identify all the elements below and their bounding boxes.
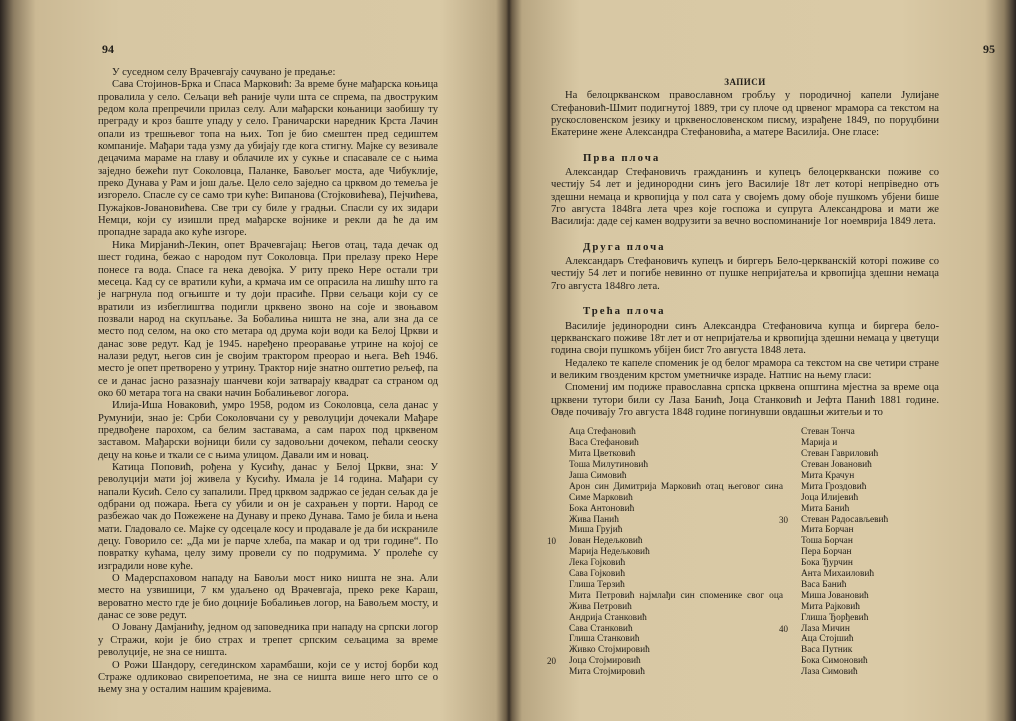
person-name: Глиша Ђорђевић bbox=[801, 612, 869, 623]
person-name: Миша Грујић bbox=[569, 525, 623, 536]
person-name: Бока Антоновић bbox=[569, 503, 635, 514]
plate-title: Друга плоча bbox=[583, 240, 666, 253]
list-item bbox=[551, 471, 783, 482]
paragraph: Александаръ Стефановичъ купецъ и биргеръ Бело-церкванскiй которi поживе со честију 54 лет и погибе невинно от пушке непријатеља и крвопиjца здешни немаца 7го августа 1848го лета. bbox=[551, 256, 939, 292]
paragraph: Ника Мирјанић-Лекин, опет Врачевгајац: Његов отац, тада дечак од шест година, бежао с народом пут Соколовца. При прелазу преко Нере понесе га вода. Спасе га нека девојка. У риту преко Нере остали три месеца. Кад су се вратили кући, а крмача им се опрасила на лишћу што га је нагрнула под огњиште и ту доји прасиће. Први сељаци који су се вратили из избеглиштва подигли црквено звоно на соје и звоњавом позвали народ на скупљање. За Бобалиња ништа не зна, али зна да се место под селом, на око сто метара од друма који води ка Белој Цркви и данас зове редут. Кад је 1945. наређено преоравање утрине на којој се налази редут, његов син је својим трактором преорао и њега. Већ 1946. место је опет претворено у утрину. Трактор није знатно оштетио рељеф, па се и данас јасно разазнају шанчеви који затварају квадрат са страном од око 60 метара тога на сваки начин Бобалињевог логора. bbox=[98, 239, 438, 399]
person-name: Лека Гојковић bbox=[569, 558, 626, 569]
list-item bbox=[783, 460, 933, 471]
list-item bbox=[547, 656, 783, 667]
person-name: Јоца Илијевић bbox=[801, 492, 859, 503]
left-page-text bbox=[98, 67, 438, 697]
list-item bbox=[783, 482, 933, 493]
names-list bbox=[547, 427, 939, 678]
person-name: Лаза Мичин bbox=[801, 623, 850, 634]
names-column-left bbox=[547, 427, 783, 678]
paragraph: Катица Поповић, рођена у Кусићу, данас у Белој Цркви, зна: У револуцији мати јој живела у Кусићу. Имала је 14 година. Мађари су напали Кусић. Село су запалили. Пред црквом задржао се један сељак да је одбрани од пожара. Њега су убили и он је сахрањен у порти. Народ се разбежао чак до Пожежене на Дунаву и преко Дунава. Тамо је била и њена мати. Гладовало се. Мајке су одсецале косу и продавале је да би искраниле децу. Говорило се: „Да ми је парче хлеба, па макар и од три године“. По повратку кућама, целу зиму провели су по подрумима. У пролеће су изградили нове куће. bbox=[98, 462, 438, 572]
person-name: Мита Борчан bbox=[801, 525, 854, 536]
page-number-right: 95 bbox=[983, 42, 995, 56]
list-item bbox=[783, 602, 933, 613]
person-name: Мита Стојмировић bbox=[569, 667, 645, 678]
list-item bbox=[551, 438, 783, 449]
list-number: 40 bbox=[779, 623, 788, 634]
person-name: Марија Недељковић bbox=[569, 547, 650, 558]
list-item bbox=[783, 591, 933, 602]
paragraph: О Рожи Шандору, сегединском харамбаши, који се у истој борби код Страже одликовао свирепоетима, не зна се ништа више него што се о њему зна у осталим нашим крајевима. bbox=[98, 659, 438, 696]
list-item bbox=[551, 580, 783, 591]
list-item bbox=[783, 667, 933, 678]
person-name: Лаза Симовић bbox=[801, 667, 858, 678]
person-name: Стеван Гавриловић bbox=[801, 449, 879, 460]
list-item bbox=[551, 569, 783, 580]
list-item bbox=[783, 547, 933, 558]
person-name: Сава Гојковић bbox=[569, 569, 626, 580]
person-name: Јован Недељковић bbox=[569, 536, 643, 547]
list-item bbox=[783, 525, 933, 536]
list-item bbox=[551, 449, 783, 460]
person-name: Мита Рајковић bbox=[801, 601, 860, 612]
person-name: Васа Путник bbox=[801, 645, 853, 656]
list-item bbox=[783, 580, 933, 591]
list-item bbox=[783, 613, 933, 624]
list-item bbox=[779, 623, 933, 635]
paragraph: На белоцркванском православном гробљу у породичној капели Јулијане Стефановић-Шмит подигнутој 1889, три су плоче од црвеног мрамора са текстом на рускословенском језику и црквенословенском писму, израђене 1849, по поруџбини Екатерине жене Александра Стефановића, а матере Василија. Оне гласе: bbox=[551, 90, 939, 139]
list-number: 20 bbox=[547, 656, 556, 667]
person-name: Мита Петровић најмлађи син споменике свог оца Жива Петровић bbox=[569, 590, 783, 612]
paragraph: Илија-Иша Новаковић, умро 1958, родом из Соколовца, села данас у Румунији, знао је: Срби Соколовчани су у револуцији дочекали Мађаре предвођене парохом, са белим заставама, а сам парох под црквеном заставом. Мађарски војници били су задовољни дочеком, пећали сеоску децу на коње и ткали се с њима улицом. Давали им и новац. bbox=[98, 400, 438, 461]
list-item bbox=[551, 667, 783, 678]
list-item bbox=[783, 504, 933, 515]
paragraph: О Мадерспаховом нападу на Бавољи мост нико ништа не зна. Али место на узвишици, 7 км удаљено од Врачевгаја, преко реке Караш, вероватно место где је био доцније Бобалињев логор, на Бавољем мосту, и данас се зове редут. bbox=[98, 573, 438, 622]
list-item bbox=[551, 558, 783, 569]
list-item bbox=[783, 569, 933, 580]
paragraph: Александар Стефановичъ гражданинъ и купецъ белоцерквански поживе со честију 54 лет и јединородни синъ јего Василије 18т лет которi непрiведно отъ здешни немаца и крвопиjца у пол сата у своjемъ дому обоје пушкомъ убjени бише 7го августа 1848га лета чрез које госпожа и супруга Александрова и мати же Василија: даде сеj камен водрузити за вечно воспоминаније 1ог ноемврија 1849 лета. bbox=[551, 167, 939, 228]
person-name: Мита Гроздовић bbox=[801, 481, 867, 492]
list-item bbox=[783, 645, 933, 656]
person-name: Мита Крачун bbox=[801, 470, 855, 481]
person-name: Стеван Јовановић bbox=[801, 459, 872, 470]
person-name: Анта Михаиловић bbox=[801, 569, 875, 580]
list-item bbox=[783, 493, 933, 504]
list-item bbox=[551, 624, 783, 635]
person-name: Васа Банић bbox=[801, 579, 847, 590]
person-name: Глиша Терзић bbox=[569, 579, 625, 590]
list-item bbox=[783, 471, 933, 482]
list-item bbox=[551, 482, 783, 504]
person-name: Аца Стефановић bbox=[569, 427, 636, 438]
paragraph: У суседном селу Врачевгају сачувано је предање: bbox=[112, 67, 336, 78]
person-name: Мита Банић bbox=[801, 503, 850, 514]
person-name: Јаша Симовић bbox=[569, 470, 627, 481]
page-number-left: 94 bbox=[102, 42, 114, 56]
paragraph: Недалеко те капеле споменик је од белог мрамора са текстом на све четири стране и великим гвозденим крстом уметничке израде. Натпис на њему гласи: bbox=[551, 357, 939, 381]
left-page bbox=[40, 0, 495, 721]
person-name: Стеван Радосављевић bbox=[801, 514, 889, 525]
person-name: Јоца Стојмировић bbox=[569, 656, 641, 667]
list-item bbox=[551, 613, 783, 624]
person-name: Сава Станковић bbox=[569, 623, 633, 634]
person-name: Васа Стефановић bbox=[569, 438, 639, 449]
list-item bbox=[783, 536, 933, 547]
list-item bbox=[551, 645, 783, 656]
list-item bbox=[783, 438, 933, 449]
person-name: Пера Борчан bbox=[801, 547, 852, 558]
names-column-right bbox=[779, 427, 933, 678]
person-name: Стеван Тонча bbox=[801, 427, 855, 438]
person-name: Миша Јовановић bbox=[801, 590, 869, 601]
list-item bbox=[551, 591, 783, 613]
list-item bbox=[551, 547, 783, 558]
paragraph: О Јовану Дамјанићу, једном од заповедника при нападу на српски логор у Стражи, који је био страх и трепет српским сељацима за време револуције, не зна се ништа. bbox=[98, 622, 438, 659]
list-item bbox=[551, 525, 783, 536]
right-page bbox=[525, 0, 995, 721]
list-item bbox=[547, 536, 783, 547]
paragraph: Сава Стојинов-Брка и Спаса Марковић: За време буне мађарска коњица провалила у село. Сељаци већ раније чули шта се спрема, па двоструким редом кола препречили прилаз селу. Али мађарски коњаници заобишу ту преграду и кроз баште упаду у село. Граничарски наредник Крста Лачин опали из трешњевог топа на њих. Топ је био смештен пред седиштем компаније. Мађари тада узму да убијају где кога стигну. Мајке су везивале децачима мараме на главу и облачиле их у сукње и спасавале се с њима заједно бежећи пут Соколовца, Паланке, Бавољег моста, аде Чибуклије, преко Дунава у Рам и још даље. Цело село заједно са црквом до темеља је изгорело. Спасле су се само три куће: Випанова (Стојковићева), Пејчићева, Пужајков-Јовановићева. Све три су биле у градњи. Спасли су их зидари Немци, који су изишли пред мађарске војнике и рекли да ће да им пропадне зарада ако куће изгоре. bbox=[98, 79, 438, 239]
list-item bbox=[551, 634, 783, 645]
person-name: Бока Симоновић bbox=[801, 656, 868, 667]
person-name: Арон син Димитрија Марковић отац његовог сина Симе Марковић bbox=[569, 481, 783, 503]
person-name: Марија и bbox=[801, 438, 838, 449]
right-page-text bbox=[547, 76, 939, 678]
paragraph: Василије јединородни синъ Александра Стефановича купца и биргера бело-церкванскаго поживе 18т лет и от непријатеља и крвопиjца здешни немаца у цветущи година своји пушкомъ убiјен бист 7го августа 1848 лета. bbox=[551, 320, 939, 357]
person-name: Жива Панић bbox=[569, 514, 619, 525]
person-name: Мита Цветковић bbox=[569, 449, 636, 460]
person-name: Тоша Борчан bbox=[801, 536, 853, 547]
list-item bbox=[783, 427, 933, 438]
section-heading: ЗАПИСИ bbox=[724, 77, 766, 87]
list-item bbox=[783, 656, 933, 667]
list-number: 10 bbox=[547, 536, 556, 547]
list-item bbox=[783, 634, 933, 645]
list-item bbox=[783, 449, 933, 460]
person-name: Глиша Станковић bbox=[569, 634, 640, 645]
list-number: 30 bbox=[779, 514, 788, 525]
plate-title: Прва плоча bbox=[583, 151, 661, 164]
list-item bbox=[783, 558, 933, 569]
list-item bbox=[779, 514, 933, 526]
paragraph: Спомениј им подиже православна српска црквена општина мјестна за време оца црквени тутори били су Лаза Банић, Јоца Станковић и Јефта Панић 1881 године. Овде почивају 7го августа 1848 године погинувши овдашњи житељи и то bbox=[551, 382, 939, 418]
person-name: Аца Стојшић bbox=[801, 634, 854, 645]
list-item bbox=[551, 515, 783, 526]
person-name: Бока Ђурчин bbox=[801, 558, 853, 569]
person-name: Тоша Милутиновић bbox=[569, 459, 649, 470]
list-item bbox=[551, 460, 783, 471]
list-item bbox=[551, 504, 783, 515]
person-name: Андрија Станковић bbox=[569, 612, 647, 623]
plate-title: Трећа плоча bbox=[583, 305, 666, 318]
person-name: Живко Стојмировић bbox=[569, 645, 650, 656]
list-item bbox=[551, 427, 783, 438]
